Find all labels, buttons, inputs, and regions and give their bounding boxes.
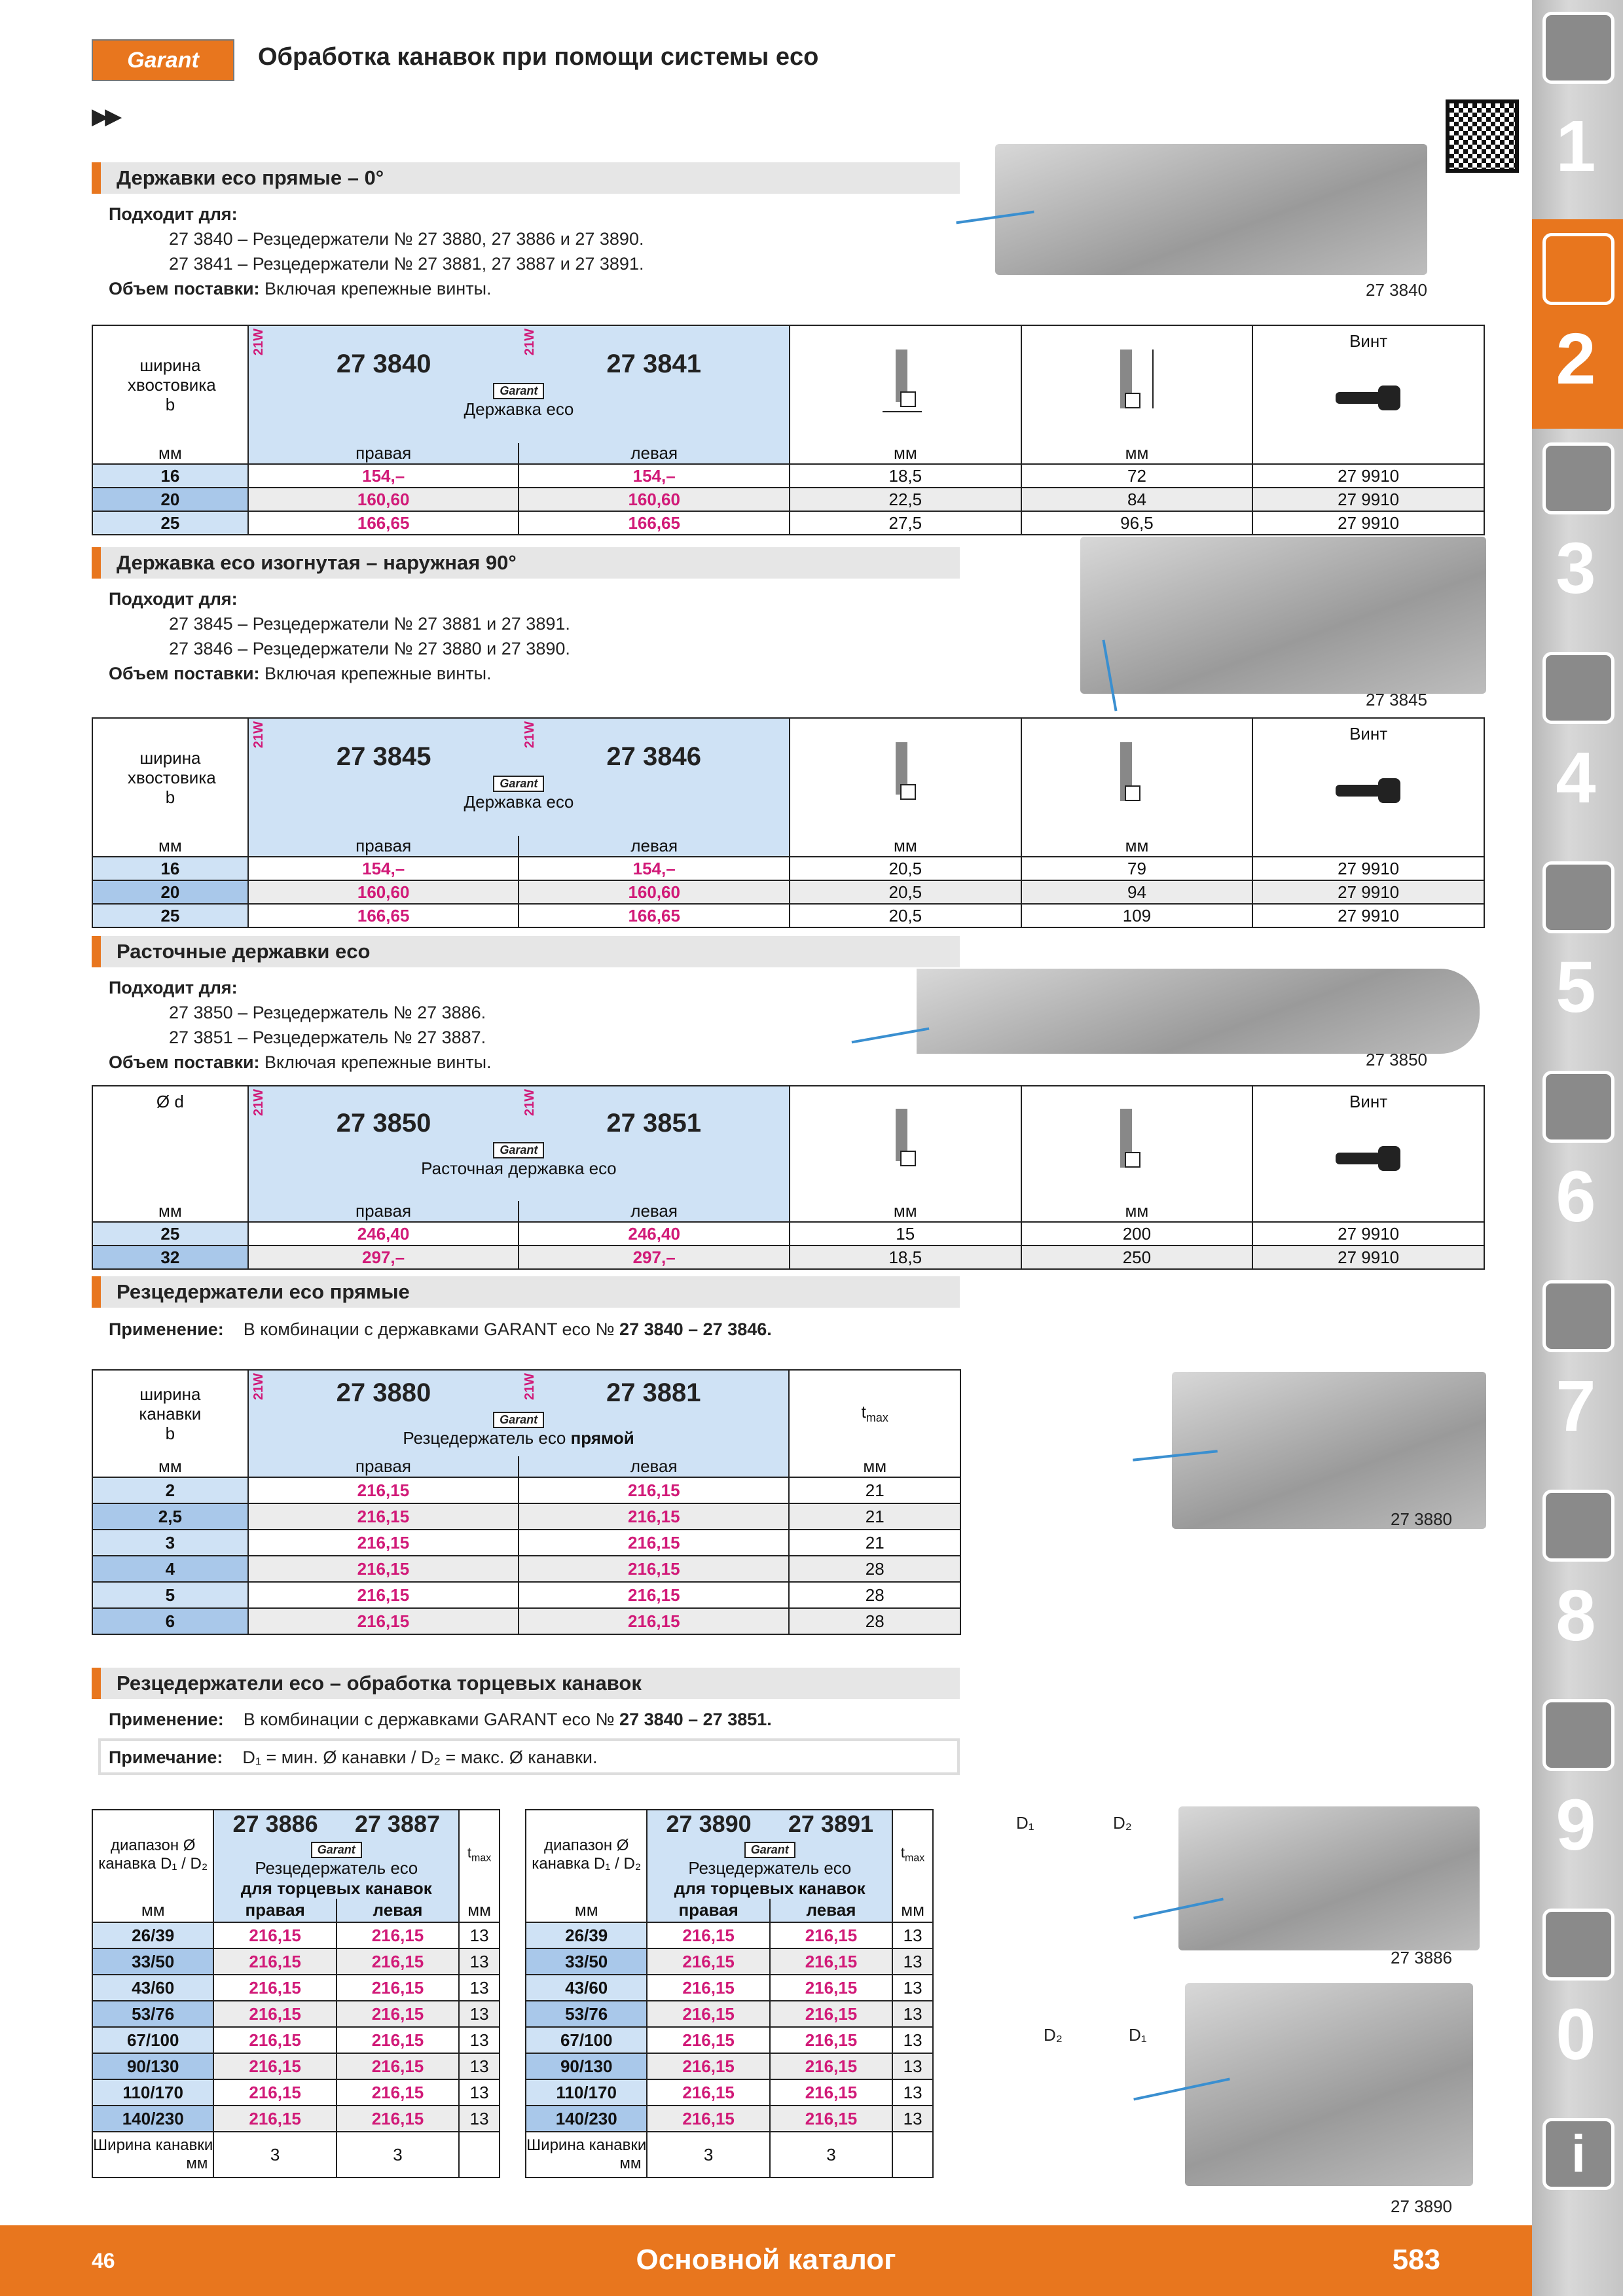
price-cell[interactable]: 216,15 (248, 1503, 519, 1530)
table-cell: 33/50 (526, 1948, 647, 1975)
unit-label: мм (459, 1899, 500, 1922)
table-cell: 21 (789, 1477, 960, 1503)
price-cell[interactable]: 216,15 (337, 2001, 459, 2027)
variant-right: правая (248, 443, 519, 464)
pliers-icon[interactable] (1542, 1280, 1614, 1352)
table-cell: 18,5 (790, 464, 1021, 488)
chapter-tab-4[interactable]: 4 (1556, 738, 1596, 818)
table-cell: 16 (92, 464, 248, 488)
table-cell: 13 (892, 1975, 933, 2001)
double-arrow-icon: ▶▶ (92, 104, 119, 129)
dimension-diagram-icon (883, 346, 928, 418)
unit-label: мм (790, 1201, 1021, 1222)
table-cell: 3 (337, 2132, 459, 2178)
cabinet-icon[interactable] (1542, 1699, 1614, 1771)
price-cell[interactable]: 216,15 (213, 2079, 336, 2106)
table-cell: 20 (92, 488, 248, 511)
groove-width-label: Ширина канавки мм (92, 2132, 213, 2178)
price-cell[interactable]: 216,15 (519, 1503, 789, 1530)
table-cell: 2 (92, 1477, 248, 1503)
price-cell[interactable]: 216,15 (770, 2001, 892, 2027)
d1-label: D₁ (1016, 1813, 1034, 1833)
section-title: Резцедержатели eco – обработка торцевых канавок (117, 1672, 642, 1695)
table-cell: 25 (92, 1222, 248, 1246)
price-cell[interactable]: 166,65 (519, 511, 790, 535)
col-header: Ø d (92, 1086, 248, 1201)
face-groove-table-left (92, 1809, 500, 2178)
price-cell[interactable]: 216,15 (213, 1922, 336, 1948)
section-title-bar (92, 1276, 960, 1308)
price-cell[interactable]: 216,15 (647, 2027, 769, 2053)
screw-header: Винт (1349, 331, 1388, 351)
table-cell: 27 9910 (1252, 904, 1484, 927)
unit-label: мм (92, 1899, 213, 1922)
price-cell[interactable]: 216,15 (213, 2001, 336, 2027)
tmax-header: $t_{max}$ (892, 1810, 933, 1899)
footer (0, 2225, 1532, 2296)
groove-width-label: Ширина канавки мм (526, 2132, 647, 2178)
variant-right: правая (248, 1456, 519, 1477)
tmax-header: $t_{max}$ (789, 1370, 960, 1456)
price-cell[interactable]: 216,15 (647, 1922, 769, 1948)
unit-label: мм (790, 443, 1021, 464)
section-description: Подходит для: 27 3850 – Резцедержатель № 27 3886. 27 3851 – Резцедержатель № 27 3887. Объем поставки: Включая крепежные винты. (109, 978, 492, 1072)
d2-label: D₂ (1044, 2025, 1063, 2045)
price-cell[interactable]: 216,15 (647, 2106, 769, 2132)
table-cell: 13 (459, 2079, 500, 2106)
product-image (917, 969, 1480, 1054)
price-cell[interactable]: 154,– (248, 464, 519, 488)
section-title: Расточные державки eco (117, 940, 371, 963)
unit-label: мм (1021, 1201, 1253, 1222)
price-cell[interactable]: 216,15 (647, 1975, 769, 2001)
unit-label: мм (789, 1456, 960, 1477)
table-cell: 20,5 (790, 904, 1021, 927)
table-cell: 96,5 (1021, 511, 1253, 535)
screw-header: Винт (1349, 1092, 1388, 1111)
table-cell: 25 (92, 904, 248, 927)
section-description: Подходит для: 27 3840 – Резцедержатели № 27 3880, 27 3886 и 27 3890. 27 3841 – Резцедержатели № 27 3881, 27 3887 и 27 3891. Объем поставки: Включая крепежные винты. (109, 204, 644, 298)
21w-tag: 21W (251, 1373, 266, 1401)
21w-tag: 21W (522, 721, 537, 749)
section-title-bar (92, 936, 960, 967)
table-cell: 13 (892, 2027, 933, 2053)
page-title: Обработка канавок при помощи системы eco (258, 43, 819, 71)
product-table (92, 1085, 1485, 1270)
table-cell: 27,5 (790, 511, 1021, 535)
section-title: Державка eco изогнутая – наружная 90° (117, 551, 517, 574)
product-label: Расточная державка eco (421, 1158, 617, 1178)
price-cell[interactable]: 160,60 (519, 488, 790, 511)
price-cell[interactable]: 216,15 (337, 2053, 459, 2079)
price-cell[interactable]: 216,15 (213, 1948, 336, 1975)
table-cell: 140/230 (92, 2106, 213, 2132)
screw-header: Винт (1349, 724, 1388, 744)
info-icon[interactable]: i (1542, 2118, 1614, 2190)
product-image (995, 144, 1427, 275)
safety-goggles-icon[interactable] (1542, 1909, 1614, 1981)
price-cell[interactable]: 297,– (519, 1246, 790, 1269)
price-cell[interactable]: 216,15 (519, 1530, 789, 1556)
col-header: ширина хвостовика b (127, 747, 216, 807)
table-cell: 84 (1021, 488, 1253, 511)
garant-badge: Garant (493, 1142, 544, 1158)
table-cell: 20,5 (790, 880, 1021, 904)
table-cell: 110/170 (92, 2079, 213, 2106)
chapter-tab-0[interactable]: 0 (1556, 1994, 1596, 2075)
21w-tag: 21W (522, 1089, 537, 1117)
col-header: диапазон Ø канавка D₁ / D₂ (98, 1836, 208, 1873)
price-cell[interactable]: 216,15 (248, 1582, 519, 1608)
21w-tag: 21W (251, 1089, 266, 1117)
table-cell: 3 (213, 2132, 336, 2178)
table-cell: 27 9910 (1252, 488, 1484, 511)
table-cell: 27 9910 (1252, 511, 1484, 535)
price-cell[interactable]: 216,15 (519, 1556, 789, 1582)
table-cell: 72 (1021, 464, 1253, 488)
unit-label: мм (892, 1899, 933, 1922)
application-text: Применение: В комбинации с державками GARANT eco № 27 3840 – 27 3846. (109, 1319, 772, 1339)
table-cell: 5 (92, 1582, 248, 1608)
table-cell: 94 (1021, 880, 1253, 904)
price-cell[interactable]: 216,15 (519, 1608, 789, 1634)
table-cell: 13 (892, 2001, 933, 2027)
product-label: Державка eco (464, 792, 574, 812)
table-cell: 6 (92, 1608, 248, 1634)
note-box: Примечание: D₁ = мин. Ø канавки / D₂ = макс. Ø канавки. (98, 1738, 960, 1775)
unit-label: мм (1021, 836, 1253, 857)
table-cell: 2,5 (92, 1503, 248, 1530)
table-cell: 140/230 (526, 2106, 647, 2132)
price-cell[interactable]: 216,15 (337, 2079, 459, 2106)
chapter-tab-1[interactable]: 1 (1556, 106, 1596, 187)
table-cell: 26/39 (526, 1922, 647, 1948)
table-cell: 53/76 (526, 2001, 647, 2027)
table-cell: 26/39 (92, 1922, 213, 1948)
table-cell: 13 (459, 2027, 500, 2053)
col-header: ширина канавки b (139, 1384, 202, 1443)
article-number: 27 3881 (606, 1378, 701, 1407)
article-number: 27 3841 (606, 350, 701, 378)
variant-right: правая (647, 1899, 769, 1922)
section-title-bar (92, 1668, 960, 1699)
price-cell[interactable]: 216,15 (213, 2027, 336, 2053)
21w-tag: 21W (251, 329, 266, 356)
table-cell: 3 (92, 1530, 248, 1556)
col-header: диапазон Ø канавка D₁ / D₂ (532, 1836, 642, 1873)
table-cell: 13 (892, 2079, 933, 2106)
table-cell: 13 (892, 1922, 933, 1948)
table-cell: 13 (892, 1948, 933, 1975)
section-title-bar (92, 162, 960, 194)
page-number: 583 (1392, 2244, 1440, 2276)
price-cell[interactable]: 154,– (248, 857, 519, 880)
unit-label: мм (92, 1201, 248, 1222)
application-text: Применение: В комбинации с державками GARANT eco № 27 3840 – 27 3851. (109, 1710, 772, 1729)
table-cell: 13 (459, 2106, 500, 2132)
dimension-diagram-icon (883, 739, 928, 811)
price-cell[interactable]: 154,– (519, 464, 790, 488)
garant-badge: Garant (493, 776, 544, 792)
table-cell: 67/100 (526, 2027, 647, 2053)
table-cell: 109 (1021, 904, 1253, 927)
variant-left: левая (519, 836, 790, 857)
price-cell[interactable]: 216,15 (770, 2027, 892, 2053)
price-cell[interactable]: 216,15 (337, 1948, 459, 1975)
product-label: Резцедержатель eco прямой (403, 1428, 634, 1448)
table-cell: 20,5 (790, 857, 1021, 880)
screw-icon (1332, 770, 1404, 823)
article-number: 27 3840 (336, 350, 431, 378)
table-cell: 21 (789, 1503, 960, 1530)
price-cell[interactable]: 216,15 (647, 2053, 769, 2079)
price-cell[interactable]: 216,15 (519, 1477, 789, 1503)
col-header: ширина хвостовика b (127, 355, 216, 414)
price-cell[interactable]: 160,60 (519, 880, 790, 904)
price-cell[interactable]: 216,15 (213, 2106, 336, 2132)
price-cell[interactable]: 216,15 (770, 2079, 892, 2106)
screw-icon (1332, 378, 1404, 430)
article-number: 27 3846 (606, 742, 701, 771)
table-cell: 13 (459, 1975, 500, 2001)
article-number: 27 3880 (336, 1378, 431, 1407)
screw-icon (1332, 1138, 1404, 1191)
price-cell[interactable]: 216,15 (248, 1608, 519, 1634)
21w-tag: 21W (251, 721, 266, 749)
image-caption: 27 3880 (1391, 1509, 1452, 1529)
table-cell: 25 (92, 511, 248, 535)
image-caption: 27 3886 (1391, 1948, 1452, 1967)
chapter-tab-5[interactable]: 5 (1556, 947, 1596, 1028)
variant-left: левая (337, 1899, 459, 1922)
chapter-tab-7[interactable]: 7 (1556, 1366, 1596, 1446)
table-cell: 200 (1021, 1222, 1253, 1246)
variant-left: левая (519, 1201, 790, 1222)
caliper-icon[interactable] (1542, 652, 1614, 724)
price-cell[interactable]: 246,40 (248, 1222, 519, 1246)
product-label: для торцевых канавок (674, 1878, 866, 1898)
table-cell: 110/170 (526, 2079, 647, 2106)
21w-tag: 21W (522, 329, 537, 356)
table-cell: 53/76 (92, 2001, 213, 2027)
article-number: 27 3851 (606, 1109, 701, 1138)
variant-right: правая (248, 836, 519, 857)
table-cell: 90/130 (92, 2053, 213, 2079)
table-cell: 27 9910 (1252, 880, 1484, 904)
article-number: 27 3887 (354, 1810, 441, 1837)
price-cell[interactable]: 166,65 (519, 904, 790, 927)
drill-icon[interactable] (1542, 12, 1614, 84)
chapter-tab-3[interactable]: 3 (1556, 528, 1596, 609)
table-cell: 13 (459, 2001, 500, 2027)
variant-left: левая (770, 1899, 892, 1922)
table-cell: 27 9910 (1252, 857, 1484, 880)
table-cell: 43/60 (92, 1975, 213, 2001)
toolbox-icon[interactable] (1542, 1490, 1614, 1562)
price-cell[interactable]: 216,15 (213, 2053, 336, 2079)
section-description: Подходит для: 27 3845 – Резцедержатели № 27 3881 и 27 3891. 27 3846 – Резцедержатели № 27 3880 и 27 3890. Объем поставки: Включая крепежные винты. (109, 589, 570, 683)
garant-badge: Garant (311, 1842, 362, 1858)
article-number: 27 3890 (666, 1810, 752, 1837)
chapter-tab-2[interactable]: 2 (1556, 319, 1596, 399)
price-cell[interactable]: 246,40 (519, 1222, 790, 1246)
variant-right: правая (213, 1899, 336, 1922)
price-cell[interactable]: 216,15 (213, 1975, 336, 2001)
dimension-diagram-icon (883, 1105, 928, 1177)
price-cell[interactable]: 160,60 (248, 488, 519, 511)
unit-label: мм (92, 836, 248, 857)
chapter-tab-8[interactable]: 8 (1556, 1575, 1596, 1656)
table-cell: 13 (892, 2106, 933, 2132)
table-cell: 28 (789, 1608, 960, 1634)
section-title: Резцедержатели eco прямые (117, 1280, 410, 1303)
tmax-header: $t_{max}$ (459, 1810, 500, 1899)
table-cell: 27 9910 (1252, 1246, 1484, 1269)
product-table (92, 717, 1485, 928)
dimension-diagram-icon (1107, 346, 1166, 418)
21w-tag: 21W (522, 1373, 537, 1401)
chapter-tab-6[interactable]: 6 (1556, 1157, 1596, 1237)
price-cell[interactable]: 297,– (248, 1246, 519, 1269)
unit-label: мм (790, 836, 1021, 857)
table-cell: 13 (459, 1948, 500, 1975)
variant-left: левая (519, 443, 790, 464)
dimension-diagram-icon (1107, 1105, 1166, 1177)
variant-right: правая (248, 1201, 519, 1222)
insert-icon[interactable] (1542, 233, 1614, 305)
wrench-icon[interactable] (1542, 1071, 1614, 1143)
table-cell: 13 (459, 1922, 500, 1948)
unit-label: мм (92, 443, 248, 464)
table-cell: 13 (459, 2053, 500, 2079)
price-cell[interactable]: 216,15 (770, 1922, 892, 1948)
table-cell: 4 (92, 1556, 248, 1582)
price-cell[interactable]: 216,15 (337, 1922, 459, 1948)
variant-left: левая (519, 1456, 789, 1477)
price-cell[interactable]: 216,15 (770, 1975, 892, 2001)
table-cell: 18,5 (790, 1246, 1021, 1269)
section-title-bar (92, 547, 960, 579)
table-cell: 90/130 (526, 2053, 647, 2079)
table-cell: 250 (1021, 1246, 1253, 1269)
product-image (1185, 1983, 1473, 2186)
saw-blade-icon[interactable] (1542, 861, 1614, 933)
product-label: Резцедержатель eco (255, 1858, 418, 1878)
price-cell[interactable]: 154,– (519, 857, 790, 880)
price-cell[interactable]: 216,15 (248, 1530, 519, 1556)
garant-logo: Garant (92, 39, 234, 81)
price-cell[interactable]: 216,15 (519, 1582, 789, 1608)
table-cell: 22,5 (790, 488, 1021, 511)
price-cell[interactable]: 216,15 (647, 2079, 769, 2106)
table-cell: 32 (92, 1246, 248, 1269)
face-groove-table-right (525, 1809, 934, 2178)
d1-label: D₁ (1129, 2025, 1147, 2045)
product-label: для торцевых канавок (240, 1878, 432, 1898)
unit-label: мм (92, 1456, 248, 1477)
table-cell: 28 (789, 1556, 960, 1582)
chapter-tab-9[interactable]: 9 (1556, 1785, 1596, 1865)
table-cell: 79 (1021, 857, 1253, 880)
holder-icon[interactable] (1542, 442, 1614, 514)
unit-label: мм (526, 1899, 647, 1922)
product-table (92, 1369, 961, 1635)
table-cell: 16 (92, 857, 248, 880)
table-cell: 28 (789, 1582, 960, 1608)
price-cell[interactable]: 216,15 (647, 1948, 769, 1975)
price-cell[interactable]: 216,15 (248, 1556, 519, 1582)
price-cell[interactable]: 216,15 (337, 2106, 459, 2132)
unit-label: мм (1021, 443, 1253, 464)
image-caption: 27 3845 (1366, 690, 1427, 709)
garant-badge: Garant (493, 383, 544, 399)
d2-label: D₂ (1113, 1813, 1132, 1833)
price-cell[interactable]: 166,65 (248, 511, 519, 535)
image-caption: 27 3850 (1366, 1050, 1427, 1069)
article-number: 27 3845 (336, 742, 431, 771)
image-caption: 27 3890 (1391, 2197, 1452, 2216)
article-number: 27 3886 (232, 1810, 318, 1837)
footer-title: Основной каталог (636, 2244, 896, 2276)
price-cell[interactable]: 216,15 (770, 2106, 892, 2132)
footer-left-number: 46 (92, 2249, 115, 2272)
table-cell: 15 (790, 1222, 1021, 1246)
price-cell[interactable]: 216,15 (248, 1477, 519, 1503)
table-cell: 27 9910 (1252, 464, 1484, 488)
table-cell: 3 (770, 2132, 892, 2178)
product-label: Резцедержатель eco (688, 1858, 852, 1878)
product-table (92, 325, 1485, 535)
article-number: 27 3850 (336, 1109, 431, 1138)
image-caption: 27 3840 (1366, 280, 1427, 300)
product-image (1080, 537, 1486, 694)
table-cell: 21 (789, 1530, 960, 1556)
price-cell[interactable]: 216,15 (337, 2027, 459, 2053)
table-cell: 20 (92, 880, 248, 904)
table-cell: 27 9910 (1252, 1222, 1484, 1246)
price-cell[interactable]: 216,15 (647, 2001, 769, 2027)
section-title: Державки eco прямые – 0° (117, 166, 384, 189)
price-cell[interactable]: 216,15 (337, 1975, 459, 2001)
dimension-diagram-icon (1107, 739, 1166, 811)
table-cell: 13 (892, 2053, 933, 2079)
price-cell[interactable]: 166,65 (248, 904, 519, 927)
qr-code[interactable] (1446, 99, 1519, 173)
price-cell[interactable]: 160,60 (248, 880, 519, 904)
price-cell[interactable]: 216,15 (770, 1948, 892, 1975)
product-image (1178, 1806, 1480, 1950)
garant-badge: Garant (744, 1842, 795, 1858)
product-label: Державка eco (464, 399, 574, 419)
garant-badge: Garant (493, 1412, 544, 1428)
article-number: 27 3891 (788, 1810, 874, 1837)
price-cell[interactable]: 216,15 (770, 2053, 892, 2079)
table-cell: 33/50 (92, 1948, 213, 1975)
table-cell: 3 (647, 2132, 769, 2178)
product-image (1172, 1372, 1486, 1529)
table-cell: 43/60 (526, 1975, 647, 2001)
table-cell: 67/100 (92, 2027, 213, 2053)
